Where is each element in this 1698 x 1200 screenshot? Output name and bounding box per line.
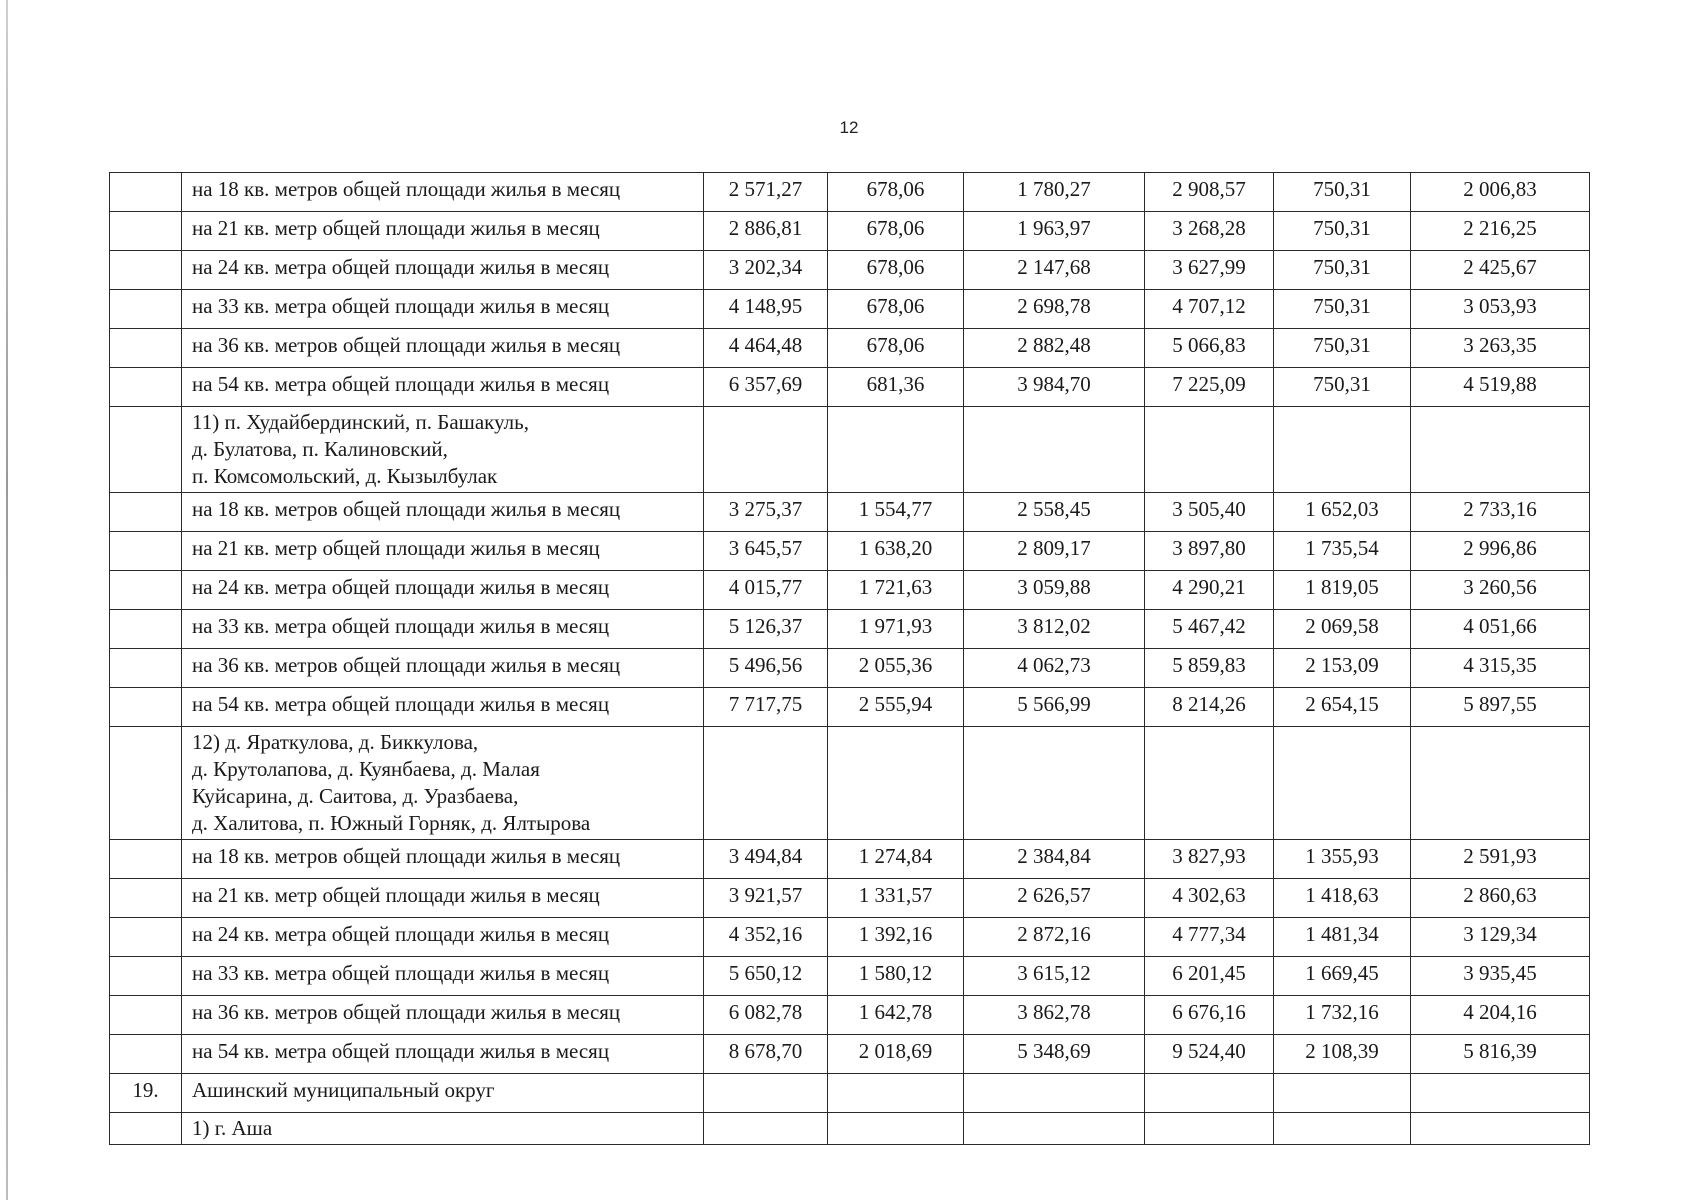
value-cell: 8 678,70	[704, 1035, 828, 1074]
value-cell: 3 921,57	[704, 879, 828, 918]
value-cell: 2 809,17	[964, 532, 1145, 571]
value-cell: 678,06	[828, 290, 964, 329]
value-cell: 4 707,12	[1145, 290, 1274, 329]
value-cell: 2 555,94	[828, 688, 964, 727]
value-cell: 6 082,78	[704, 996, 828, 1035]
table-row	[110, 532, 1590, 571]
value-cell: 5 467,42	[1145, 610, 1274, 649]
value-cell: 7 225,09	[1145, 368, 1274, 407]
value-cell	[964, 727, 1145, 840]
value-cell: 3 935,45	[1411, 957, 1590, 996]
locality-line: д. Халитова, п. Южный Горняк, д. Ялтырова	[192, 811, 591, 835]
row-index-cell	[110, 1035, 182, 1074]
locality-list-cell	[182, 1113, 704, 1145]
value-cell: 3 053,93	[1411, 290, 1590, 329]
area-description-cell: на 54 кв. метра общей площади жилья в месяц	[182, 368, 704, 407]
value-cell	[704, 407, 828, 493]
table-row	[110, 212, 1590, 251]
value-cell: 2 147,68	[964, 251, 1145, 290]
value-cell: 750,31	[1274, 212, 1411, 251]
value-cell: 1 669,45	[1274, 957, 1411, 996]
value-cell: 2 153,09	[1274, 649, 1411, 688]
value-cell: 6 676,16	[1145, 996, 1274, 1035]
table-row	[110, 290, 1590, 329]
value-cell: 1 735,54	[1274, 532, 1411, 571]
value-cell: 1 418,63	[1274, 879, 1411, 918]
value-cell: 3 263,35	[1411, 329, 1590, 368]
value-cell: 2 384,84	[964, 840, 1145, 879]
row-index-cell	[110, 173, 182, 212]
value-cell: 678,06	[828, 173, 964, 212]
value-cell	[1274, 727, 1411, 840]
value-cell: 1 481,34	[1274, 918, 1411, 957]
area-description-cell: на 21 кв. метр общей площади жилья в месяц	[182, 879, 704, 918]
section-row	[110, 1074, 1590, 1113]
value-cell: 3 059,88	[964, 571, 1145, 610]
area-description-cell: на 33 кв. метра общей площади жилья в месяц	[182, 610, 704, 649]
value-cell: 1 580,12	[828, 957, 964, 996]
value-cell: 681,36	[828, 368, 964, 407]
value-cell: 4 519,88	[1411, 368, 1590, 407]
value-cell: 2 018,69	[828, 1035, 964, 1074]
value-cell: 4 062,73	[964, 649, 1145, 688]
value-cell: 750,31	[1274, 173, 1411, 212]
table-row	[110, 571, 1590, 610]
table-row	[110, 1035, 1590, 1074]
value-cell: 3 862,78	[964, 996, 1145, 1035]
value-cell	[1145, 1074, 1274, 1113]
value-cell	[964, 1113, 1145, 1145]
value-cell	[1274, 1113, 1411, 1145]
value-cell: 3 275,37	[704, 493, 828, 532]
value-cell: 5 816,39	[1411, 1035, 1590, 1074]
table-row	[110, 610, 1590, 649]
table-row	[110, 368, 1590, 407]
locality-list-cell	[182, 727, 704, 840]
value-cell: 2 733,16	[1411, 493, 1590, 532]
value-cell: 2 626,57	[964, 879, 1145, 918]
value-cell: 1 554,77	[828, 493, 964, 532]
value-cell: 3 129,34	[1411, 918, 1590, 957]
value-cell	[1411, 727, 1590, 840]
value-cell: 3 645,57	[704, 532, 828, 571]
row-index-cell	[110, 957, 182, 996]
value-cell: 1 638,20	[828, 532, 964, 571]
value-cell: 6 357,69	[704, 368, 828, 407]
row-index-cell	[110, 879, 182, 918]
table-row	[110, 840, 1590, 879]
value-cell	[1274, 1074, 1411, 1113]
value-cell: 750,31	[1274, 368, 1411, 407]
value-cell: 2 908,57	[1145, 173, 1274, 212]
value-cell	[828, 727, 964, 840]
value-cell: 750,31	[1274, 290, 1411, 329]
row-index-cell	[110, 329, 182, 368]
area-description-cell: на 24 кв. метра общей площади жилья в месяц	[182, 251, 704, 290]
value-cell	[828, 1113, 964, 1145]
area-description-cell: на 36 кв. метров общей площади жилья в месяц	[182, 649, 704, 688]
value-cell: 1 780,27	[964, 173, 1145, 212]
table-row	[110, 879, 1590, 918]
table-row	[110, 918, 1590, 957]
value-cell: 4 015,77	[704, 571, 828, 610]
value-cell	[828, 1074, 964, 1113]
row-index-cell	[110, 610, 182, 649]
section-title-cell: Ашинский муниципальный округ	[182, 1074, 704, 1113]
area-description-cell: на 54 кв. метра общей площади жилья в месяц	[182, 1035, 704, 1074]
row-index-cell	[110, 212, 182, 251]
value-cell: 4 464,48	[704, 329, 828, 368]
row-index-cell	[110, 407, 182, 493]
value-cell: 2 216,25	[1411, 212, 1590, 251]
value-cell	[1411, 1113, 1590, 1145]
value-cell: 4 352,16	[704, 918, 828, 957]
page-number: 12	[839, 118, 859, 137]
value-cell: 1 971,93	[828, 610, 964, 649]
value-cell: 1 721,63	[828, 571, 964, 610]
value-cell: 1 642,78	[828, 996, 964, 1035]
value-cell: 1 732,16	[1274, 996, 1411, 1035]
row-index-cell: 19.	[110, 1074, 182, 1113]
value-cell: 2 108,39	[1274, 1035, 1411, 1074]
value-cell: 4 204,16	[1411, 996, 1590, 1035]
value-cell: 750,31	[1274, 251, 1411, 290]
value-cell	[1145, 1113, 1274, 1145]
area-description-cell: на 21 кв. метр общей площади жилья в месяц	[182, 212, 704, 251]
locality-line: 11) п. Худайбердинский, п. Башакуль,	[192, 410, 529, 434]
value-cell: 3 827,93	[1145, 840, 1274, 879]
value-cell: 2 006,83	[1411, 173, 1590, 212]
value-cell: 4 777,34	[1145, 918, 1274, 957]
table-row	[110, 649, 1590, 688]
value-cell: 5 066,83	[1145, 329, 1274, 368]
locality-list-cell	[182, 407, 704, 493]
value-cell: 1 331,57	[828, 879, 964, 918]
value-cell: 4 302,63	[1145, 879, 1274, 918]
area-description-cell: на 36 кв. метров общей площади жилья в месяц	[182, 329, 704, 368]
row-index-cell	[110, 532, 182, 571]
locality-line: д. Булатова, п. Калиновский,	[192, 437, 448, 461]
locality-line: п. Комсомольский, д. Кызылбулак	[192, 464, 498, 488]
locality-header-row	[110, 1113, 1590, 1145]
area-description-cell: на 36 кв. метров общей площади жилья в месяц	[182, 996, 704, 1035]
value-cell: 3 812,02	[964, 610, 1145, 649]
value-cell	[964, 1074, 1145, 1113]
locality-header-row	[110, 727, 1590, 840]
area-description-cell: на 18 кв. метров общей площади жилья в месяц	[182, 493, 704, 532]
area-description-cell: на 54 кв. метра общей площади жилья в месяц	[182, 688, 704, 727]
value-cell: 2 872,16	[964, 918, 1145, 957]
row-index-cell	[110, 996, 182, 1035]
value-cell: 2 558,45	[964, 493, 1145, 532]
value-cell: 1 355,93	[1274, 840, 1411, 879]
value-cell: 4 315,35	[1411, 649, 1590, 688]
locality-line: д. Крутолапова, д. Куянбаева, д. Малая	[192, 757, 540, 781]
value-cell: 1 274,84	[828, 840, 964, 879]
value-cell: 2 571,27	[704, 173, 828, 212]
value-cell: 6 201,45	[1145, 957, 1274, 996]
area-description-cell: на 33 кв. метра общей площади жилья в месяц	[182, 957, 704, 996]
scan-edge	[6, 0, 8, 1200]
value-cell: 3 627,99	[1145, 251, 1274, 290]
value-cell: 2 654,15	[1274, 688, 1411, 727]
area-description-cell: на 18 кв. метров общей площади жилья в месяц	[182, 173, 704, 212]
row-index-cell	[110, 727, 182, 840]
value-cell: 5 496,56	[704, 649, 828, 688]
value-cell: 9 524,40	[1145, 1035, 1274, 1074]
row-index-cell	[110, 251, 182, 290]
value-cell: 1 819,05	[1274, 571, 1411, 610]
value-cell: 678,06	[828, 329, 964, 368]
locality-line: Куйсарина, д. Саитова, д. Уразбаева,	[192, 784, 519, 808]
area-description-cell: на 21 кв. метр общей площади жилья в месяц	[182, 532, 704, 571]
area-description-cell: на 18 кв. метров общей площади жилья в месяц	[182, 840, 704, 879]
value-cell	[704, 1113, 828, 1145]
value-cell: 3 494,84	[704, 840, 828, 879]
value-cell	[1411, 1074, 1590, 1113]
value-cell	[1411, 407, 1590, 493]
table-row	[110, 329, 1590, 368]
row-index-cell	[110, 1113, 182, 1145]
value-cell: 3 615,12	[964, 957, 1145, 996]
row-index-cell	[110, 649, 182, 688]
value-cell: 3 268,28	[1145, 212, 1274, 251]
value-cell: 678,06	[828, 212, 964, 251]
row-index-cell	[110, 290, 182, 329]
table-row	[110, 957, 1590, 996]
value-cell: 2 425,67	[1411, 251, 1590, 290]
value-cell: 5 897,55	[1411, 688, 1590, 727]
value-cell	[828, 407, 964, 493]
locality-line: 1) г. Аша	[192, 1116, 273, 1140]
value-cell: 3 202,34	[704, 251, 828, 290]
value-cell: 3 505,40	[1145, 493, 1274, 532]
row-index-cell	[110, 918, 182, 957]
value-cell: 2 069,58	[1274, 610, 1411, 649]
value-cell: 1 963,97	[964, 212, 1145, 251]
row-index-cell	[110, 368, 182, 407]
tariff-table	[109, 172, 1590, 1145]
value-cell	[1274, 407, 1411, 493]
row-index-cell	[110, 571, 182, 610]
table-row	[110, 173, 1590, 212]
area-description-cell: на 24 кв. метра общей площади жилья в месяц	[182, 571, 704, 610]
table-row	[110, 996, 1590, 1035]
area-description-cell: на 24 кв. метра общей площади жилья в месяц	[182, 918, 704, 957]
value-cell: 4 148,95	[704, 290, 828, 329]
table-row	[110, 493, 1590, 532]
value-cell: 7 717,75	[704, 688, 828, 727]
value-cell: 5 859,83	[1145, 649, 1274, 688]
value-cell: 2 055,36	[828, 649, 964, 688]
value-cell: 2 886,81	[704, 212, 828, 251]
value-cell: 5 126,37	[704, 610, 828, 649]
value-cell: 2 698,78	[964, 290, 1145, 329]
value-cell: 3 260,56	[1411, 571, 1590, 610]
value-cell	[704, 727, 828, 840]
value-cell: 2 591,93	[1411, 840, 1590, 879]
value-cell: 5 566,99	[964, 688, 1145, 727]
table-row	[110, 688, 1590, 727]
value-cell	[1145, 727, 1274, 840]
locality-line: 12) д. Яраткулова, д. Биккулова,	[192, 730, 479, 754]
value-cell: 2 996,86	[1411, 532, 1590, 571]
value-cell	[704, 1074, 828, 1113]
value-cell: 1 392,16	[828, 918, 964, 957]
value-cell: 678,06	[828, 251, 964, 290]
value-cell	[1145, 407, 1274, 493]
value-cell: 750,31	[1274, 329, 1411, 368]
table-body	[110, 173, 1590, 1145]
value-cell: 5 348,69	[964, 1035, 1145, 1074]
value-cell: 2 882,48	[964, 329, 1145, 368]
locality-header-row	[110, 407, 1590, 493]
row-index-cell	[110, 493, 182, 532]
area-description-cell: на 33 кв. метра общей площади жилья в месяц	[182, 290, 704, 329]
value-cell: 4 051,66	[1411, 610, 1590, 649]
value-cell: 4 290,21	[1145, 571, 1274, 610]
value-cell	[964, 407, 1145, 493]
table-row	[110, 251, 1590, 290]
value-cell: 1 652,03	[1274, 493, 1411, 532]
value-cell: 5 650,12	[704, 957, 828, 996]
value-cell: 2 860,63	[1411, 879, 1590, 918]
value-cell: 3 897,80	[1145, 532, 1274, 571]
row-index-cell	[110, 840, 182, 879]
value-cell: 3 984,70	[964, 368, 1145, 407]
value-cell: 8 214,26	[1145, 688, 1274, 727]
row-index-cell	[110, 688, 182, 727]
